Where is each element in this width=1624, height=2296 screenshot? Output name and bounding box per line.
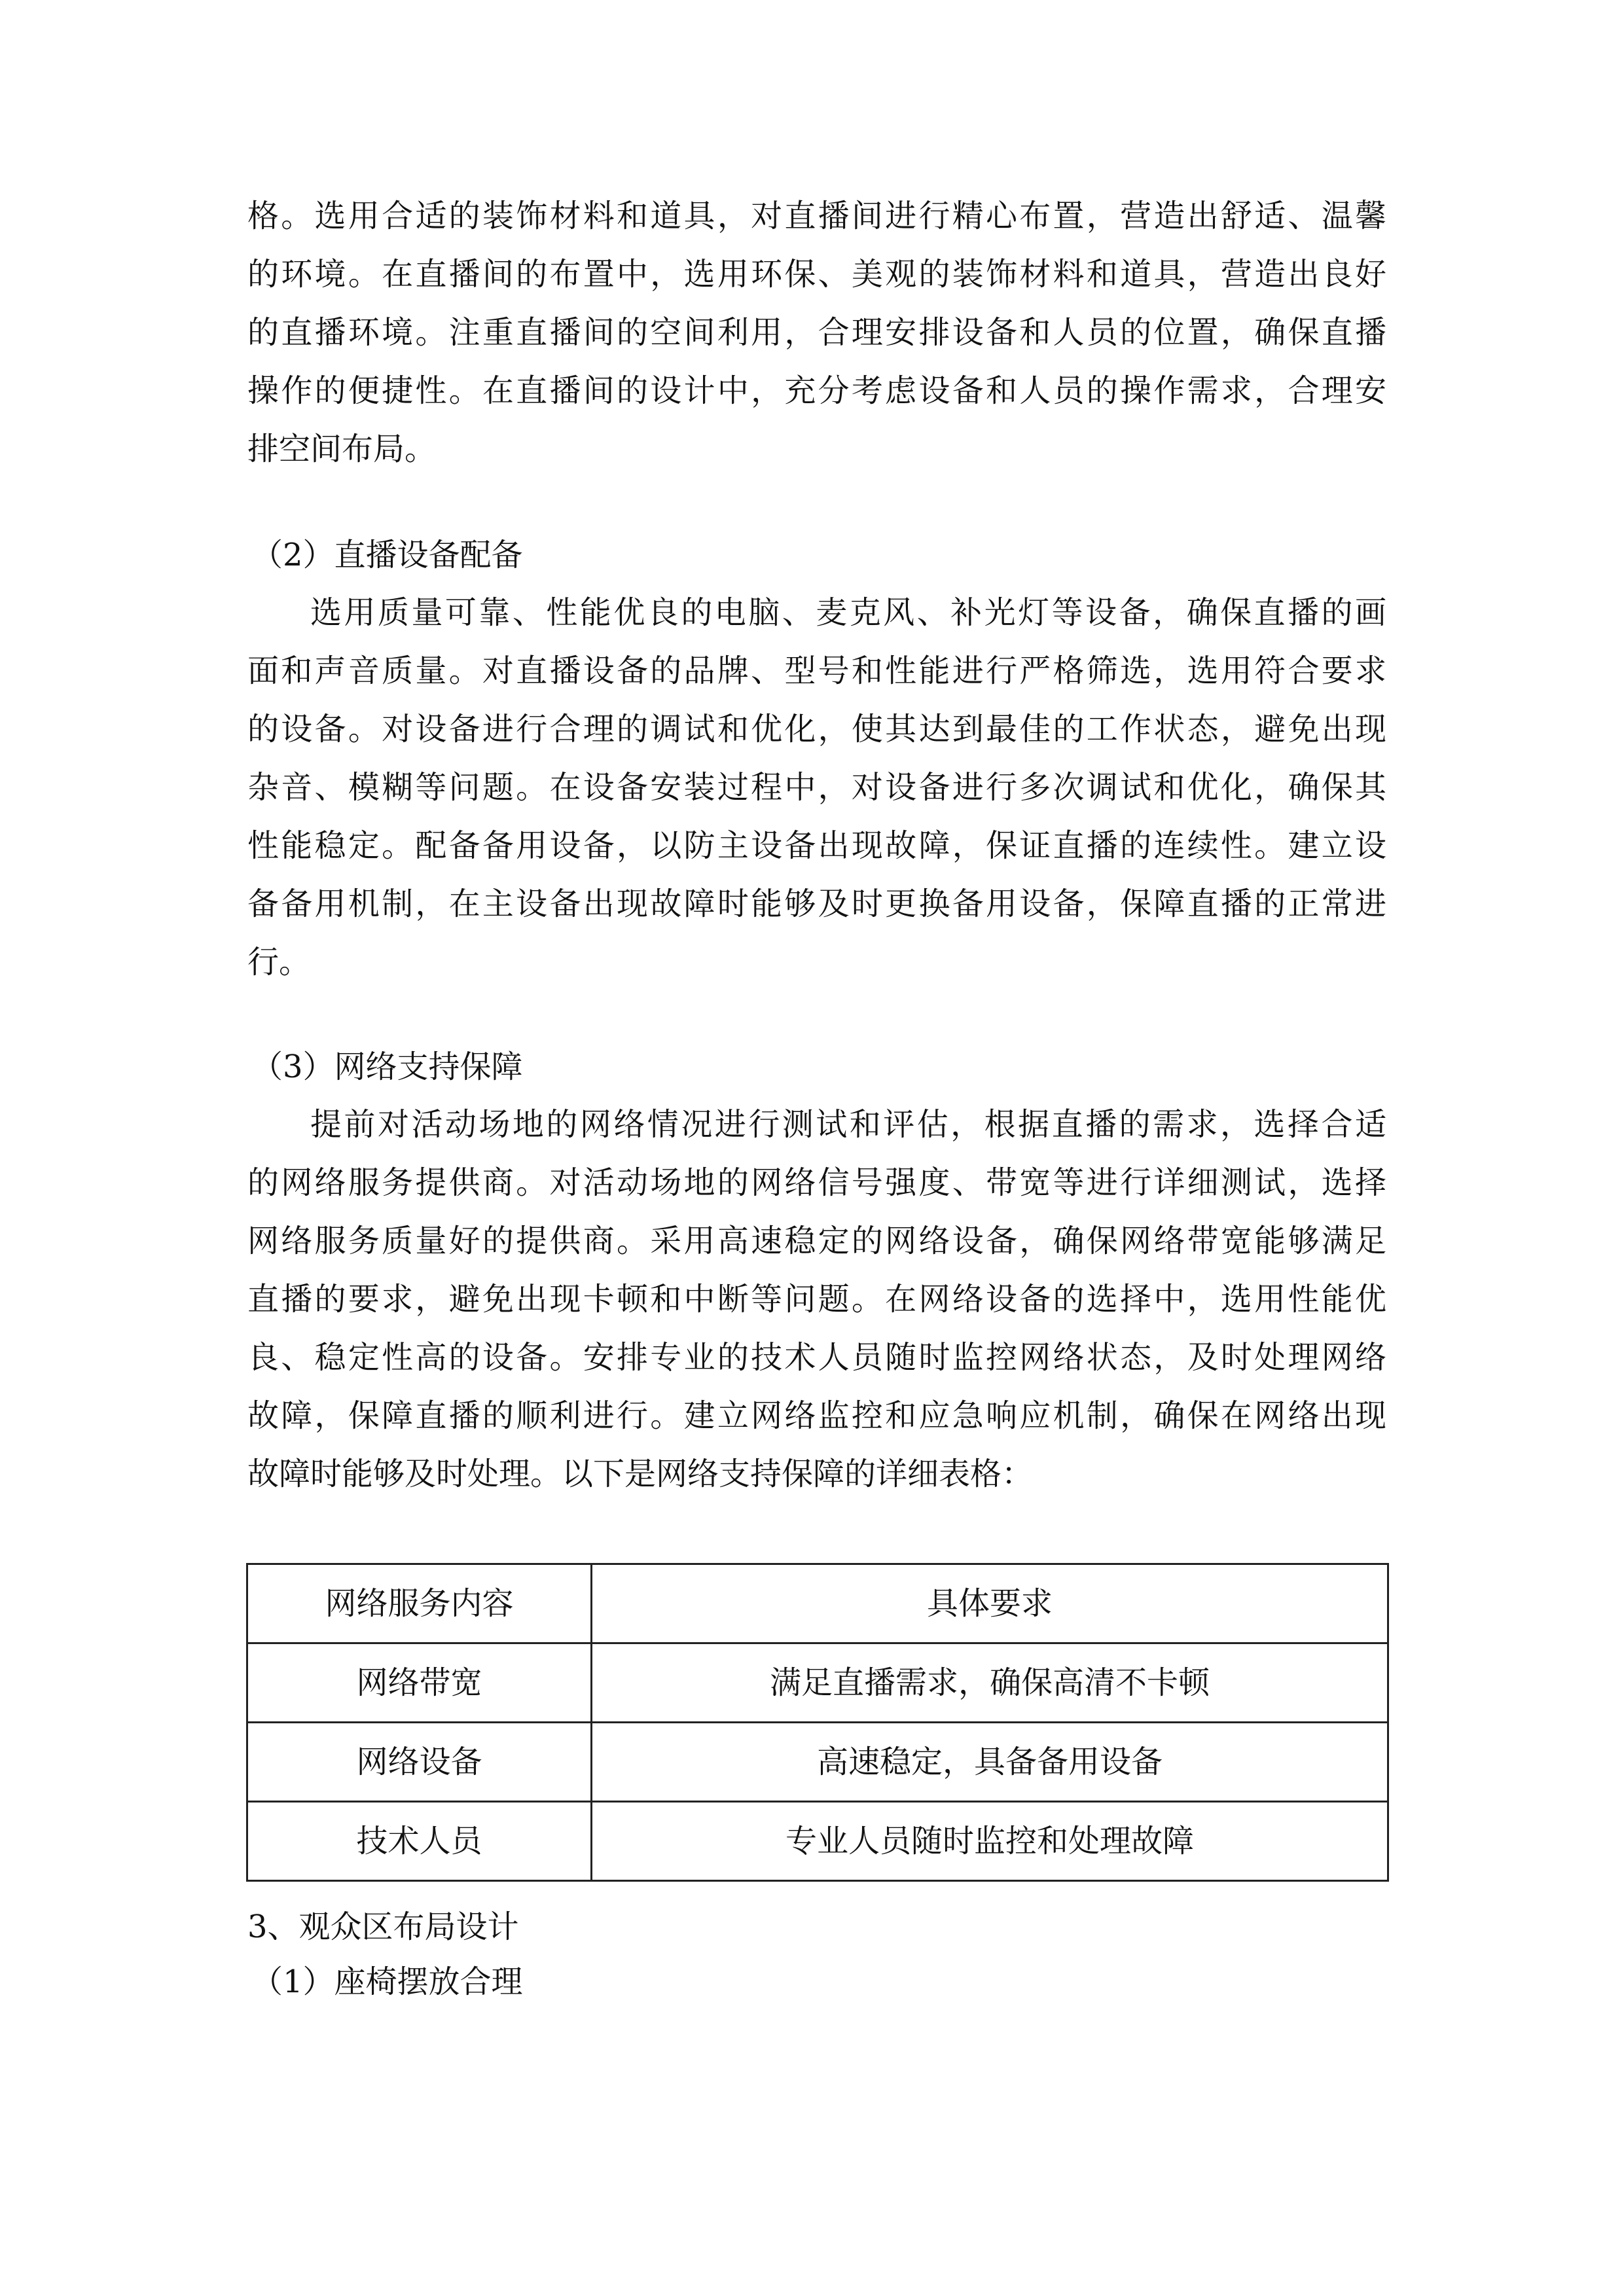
paragraph-line: 操作的便捷性。在直播间的设计中，充分考虑设备和人员的操作需求，合理安 [247,372,1386,409]
paragraph-line: 行。 [247,944,311,980]
paragraph-line: 故障时能够及时处理。以下是网络支持保障的详细表格： [247,1456,1034,1492]
table-cell: 网络带宽 [247,1643,592,1723]
section-heading-audience: 3、观众区布局设计 [247,1909,519,1945]
paragraph-line: 提前对活动场地的网络情况进行测试和评估，根据直播的需求，选择合适 [310,1106,1386,1143]
table-cell: 技术人员 [247,1802,592,1881]
table-header-row [247,1564,1388,1643]
paragraph-line: 的设备。对设备进行合理的调试和优化，使其达到最佳的工作状态，避免出现 [247,711,1386,747]
table-cell: 满足直播需求，确保高清不卡顿 [592,1643,1388,1723]
paragraph-line: 的网络服务提供商。对活动场地的网络信号强度、带宽等进行详细测试，选择 [247,1164,1386,1201]
section-heading-equipment: （2）直播设备配备 [251,537,523,573]
table-row [247,1802,1388,1881]
paragraph-line: 的环境。在直播间的布置中，选用环保、美观的装饰材料和道具，营造出良好 [247,256,1386,293]
paragraph-line: 网络服务质量好的提供商。采用高速稳定的网络设备，确保网络带宽能够满足 [247,1223,1386,1259]
paragraph-line: 面和声音质量。对直播设备的品牌、型号和性能进行严格筛选，选用符合要求 [247,653,1386,689]
table-row [247,1643,1388,1723]
paragraph-line: 格。选用合适的装饰材料和道具，对直播间进行精心布置，营造出舒适、温馨 [247,198,1386,234]
paragraph-line: 排空间布局。 [247,431,437,467]
paragraph-line: 杂音、模糊等问题。在设备安装过程中，对设备进行多次调试和优化，确保其 [247,769,1386,806]
paragraph-line: 的直播环境。注重直播间的空间利用，合理安排设备和人员的位置，确保直播 [247,314,1386,351]
table-header-cell: 具体要求 [592,1564,1388,1643]
subsection-heading-seating: （1）座椅摆放合理 [251,1964,523,2000]
table-cell: 网络设备 [247,1723,592,1802]
table-row [247,1723,1388,1802]
paragraph-line: 性能稳定。配备备用设备，以防主设备出现故障，保证直播的连续性。建立设 [247,827,1386,864]
network-support-table [246,1563,1389,1882]
table-header-cell: 网络服务内容 [247,1564,592,1643]
paragraph-line: 备备用机制，在主设备出现故障时能够及时更换备用设备，保障直播的正常进 [247,886,1386,922]
section-heading-network: （3）网络支持保障 [251,1049,523,1085]
paragraph-line: 故障，保障直播的顺利进行。建立网络监控和应急响应机制，确保在网络出现 [247,1397,1386,1434]
paragraph-line: 良、稳定性高的设备。安排专业的技术人员随时监控网络状态，及时处理网络 [247,1339,1386,1376]
paragraph-line: 直播的要求，避免出现卡顿和中断等问题。在网络设备的选择中，选用性能优 [247,1281,1386,1318]
table-cell: 专业人员随时监控和处理故障 [592,1802,1388,1881]
paragraph-line: 选用质量可靠、性能优良的电脑、麦克风、补光灯等设备，确保直播的画 [310,594,1386,631]
table-cell: 高速稳定，具备备用设备 [592,1723,1388,1802]
